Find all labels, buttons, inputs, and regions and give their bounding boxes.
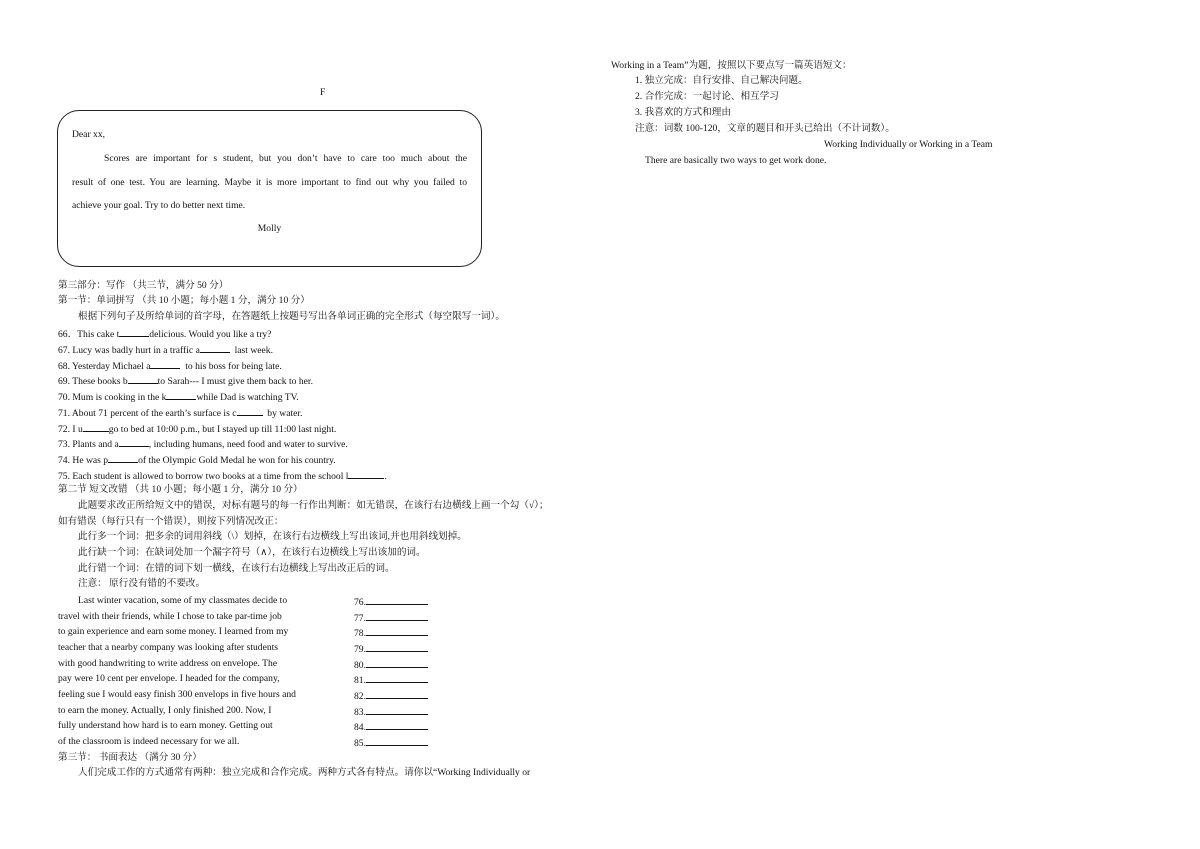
spelling-item: 68. Yesterday Michael a to his boss for being late. — [58, 361, 282, 372]
answer-slot: 83. — [354, 705, 428, 719]
spelling-item: 70. Mum is cooking in the k while Dad is watching TV. — [58, 392, 299, 403]
writing-point: 3. 我喜欢的方式和理由 — [635, 107, 731, 118]
writing-point: 1. 独立完成：自行安排、自己解决问题。 — [635, 75, 808, 86]
writing-point: 2. 合作完成：一起讨论、相互学习 — [635, 91, 779, 102]
correction-rule: 此行多一个词：把多余的词用斜线（\）划掉，在该行右边横线上写出该词,并也用斜线划掉。 — [78, 531, 467, 542]
passage-line: to gain experience and earn some money. I learned from my — [58, 626, 289, 637]
correction-note: 注意： 原行没有错的不要改。 — [78, 578, 206, 589]
passage-line: travel with their friends, while I chose to take par-time job — [58, 611, 282, 622]
spelling-item: 69. These books b to Sarah--- I must give them back to her. — [58, 376, 313, 387]
section2-title: 第二节 短文改错 （共 10 小题；每小题 1 分，满分 10 分） — [58, 484, 303, 495]
spelling-item: 66．This cake t delicious. Would you like a try? — [58, 329, 272, 340]
passage-line: to earn the money. Actually, I only finished 200. Now, I — [58, 705, 272, 716]
answer-slot: 80. — [354, 658, 428, 672]
passage-line: with good handwriting to write address on envelope. The — [58, 658, 278, 669]
passage-line: fully understand how hard is to earn money. Getting out — [58, 720, 273, 731]
writing-task-continued: Working in a Team”为题，按照以下要点写一篇英语短文： — [611, 60, 852, 71]
spelling-item: 75. Each student is allowed to borrow two books at a time from the school l . — [58, 471, 387, 482]
answer-slot: 76. — [354, 595, 428, 609]
letter-signature: Molly — [257, 223, 282, 234]
section-heading-f: F — [320, 87, 326, 98]
essay-opening: There are basically two ways to get work done. — [645, 155, 827, 166]
essay-title: Working Individually or Working in a Team — [824, 139, 993, 150]
letter-box — [57, 110, 482, 267]
passage-line: of the classroom is indeed necessary for we all. — [58, 736, 240, 747]
section3-intro: 人们完成工作的方式通常有两种：独立完成和合作完成。两种方式各有特点。请你以“Working Individually or — [78, 767, 531, 778]
passage-line: pay were 10 cent per envelope. I headed for the company, — [58, 673, 280, 684]
spelling-item: 71. About 71 percent of the earth’s surface is c by water. — [58, 408, 303, 419]
spelling-item: 72. I u go to bed at 10:00 p.m., but I stayed up till 11:00 last night. — [58, 424, 337, 435]
section2-instructions-cont: 如有错误（每行只有一个错误），则按下列情况改正： — [58, 516, 284, 527]
letter-greeting: Dear xx, — [72, 129, 106, 140]
answer-slot: 81. — [354, 673, 428, 687]
passage-line: Last winter vacation, some of my classmates decide to — [78, 595, 288, 606]
answer-slot: 82. — [354, 689, 428, 703]
writing-note: 注意：词数 100-120，文章的题目和开头已给出（不计词数）。 — [635, 123, 895, 134]
answer-slot: 85. — [354, 736, 428, 750]
section1-instructions: 根据下列句子及所给单词的首字母，在答题纸上按题号写出各单词正确的完全形式（每空限写一词）。 — [78, 311, 505, 322]
spelling-item: 74. He was p of the Olympic Gold Medal he won for his country. — [58, 455, 336, 466]
answer-slot: 77. — [354, 611, 428, 625]
section1-title: 第一节：单词拼写 （共 10 小题；每小题 1 分，满分 10 分） — [58, 295, 310, 306]
letter-line-3: achieve your goal. Try to do better next time. — [72, 200, 246, 211]
letter-line-2: result of one test. You are learning. Maybe it is more important to find out why you failed to — [72, 177, 467, 188]
part3-title: 第三部分：写作 （共三节，满分 50 分） — [58, 280, 229, 291]
section2-instructions: 此题要求改正所给短文中的错误，对标有题号的每一行作出判断：如无错误，在该行右边横线上画一个勾（√）； — [78, 500, 549, 511]
answer-slot: 79. — [354, 642, 428, 656]
passage-line: teacher that a nearby company was looking after students — [58, 642, 279, 653]
correction-rule: 此行错一个词：在错的词下划一横线，在该行右边横线上写出改正后的词。 — [78, 563, 395, 574]
answer-slot: 84. — [354, 720, 428, 734]
passage-line: feeling sue I would easy finish 300 envelops in five hours and — [58, 689, 296, 700]
section3-title: 第三节： 书面表达 （满分 30 分） — [58, 752, 202, 763]
spelling-item: 67. Lucy was badly hurt in a traffic a last week. — [58, 345, 273, 356]
spelling-item: 73. Plants and a , including humans, need food and water to survive. — [58, 439, 348, 450]
letter-line-1: Scores are important for s student, but you don’t have to care too much about the — [104, 153, 467, 164]
correction-rule: 此行缺一个词：在缺词处加一个漏字符号（∧），在该行右边横线上写出该加的词。 — [78, 547, 426, 558]
answer-slot: 78. — [354, 626, 428, 640]
